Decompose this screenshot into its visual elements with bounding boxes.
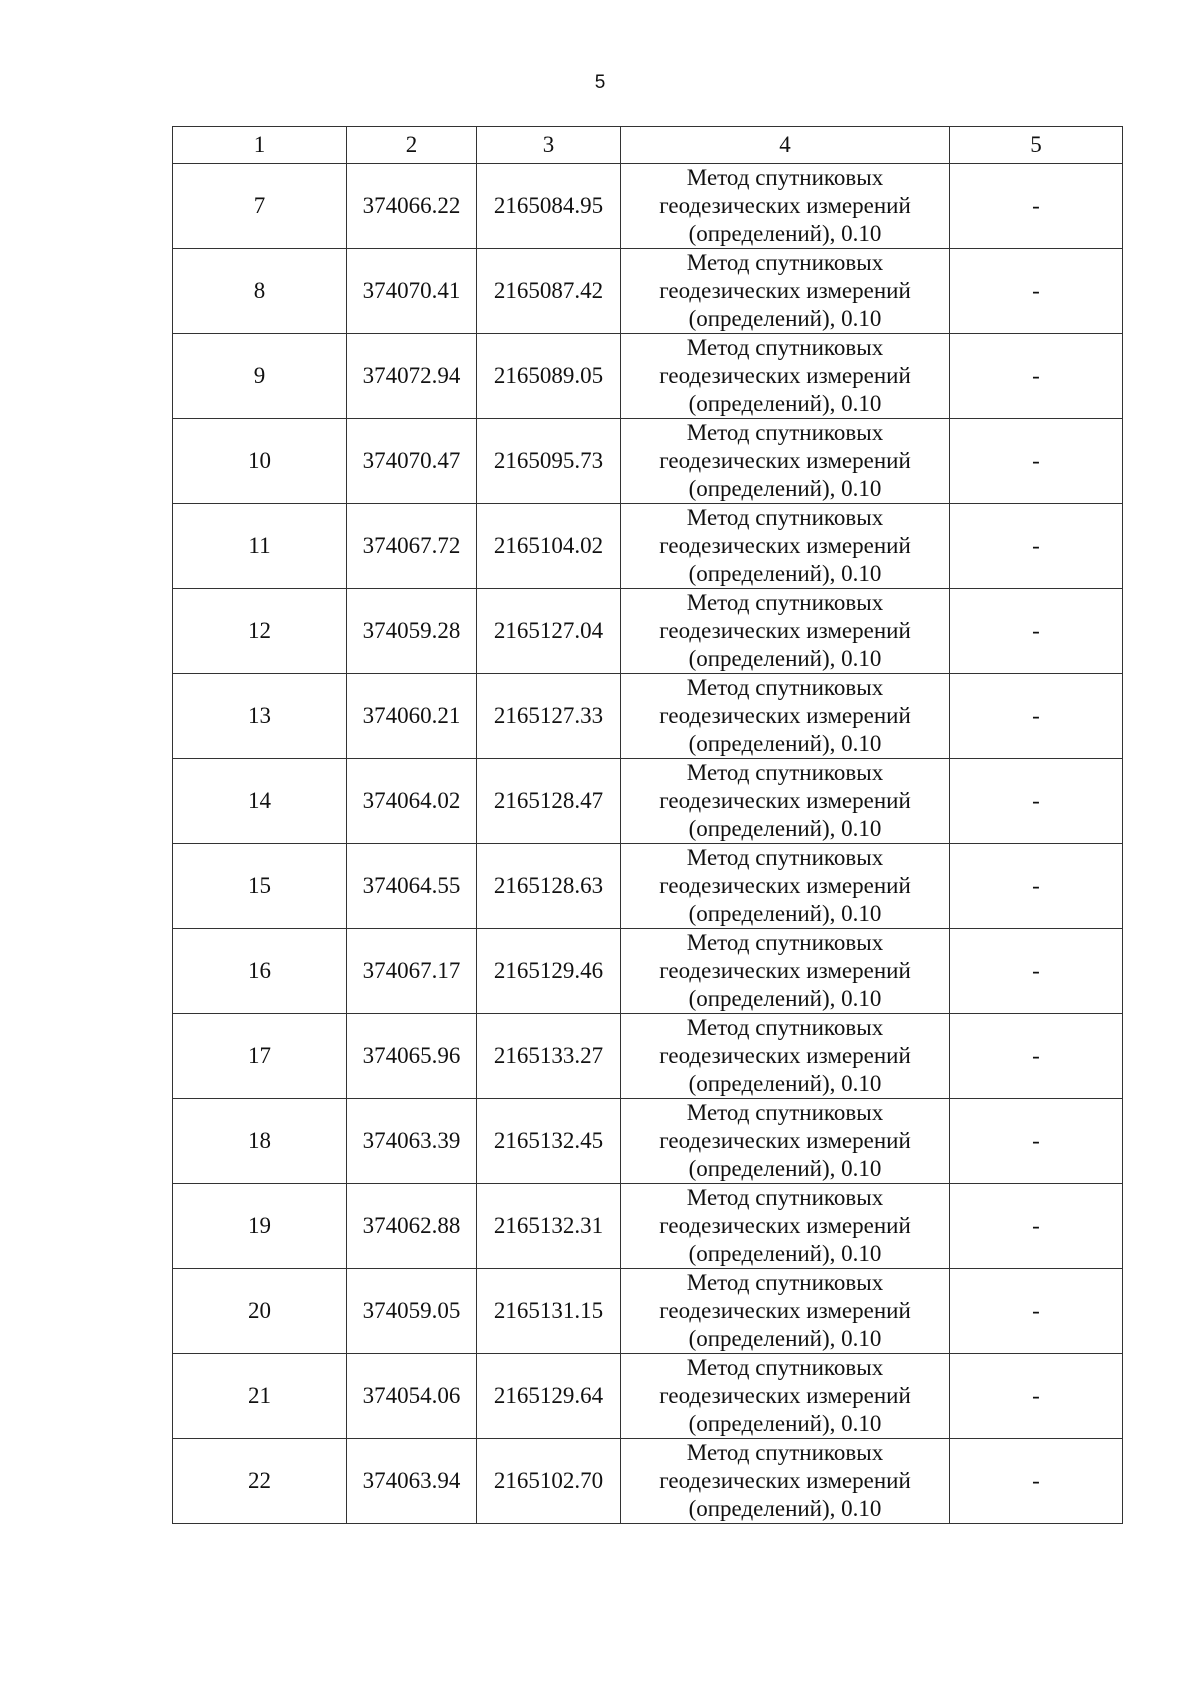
- y-coordinate-cell: 2165132.31: [477, 1184, 621, 1269]
- column-5-cell: -: [950, 1014, 1123, 1099]
- column-5-cell: -: [950, 844, 1123, 929]
- column-header-5: 5: [950, 127, 1123, 164]
- y-coordinate-cell: 2165084.95: [477, 164, 621, 249]
- method-line: (определений), 0.10: [688, 306, 882, 331]
- table-row: [173, 844, 1123, 929]
- method-line: (определений), 0.10: [688, 221, 882, 246]
- table-row: [173, 1269, 1123, 1354]
- x-coordinate-cell: 374065.96: [347, 1014, 477, 1099]
- y-coordinate-cell: 2165129.46: [477, 929, 621, 1014]
- method-cell: [621, 1354, 950, 1439]
- method-line: Метод спутниковых: [686, 1440, 884, 1465]
- method-line: геодезических измерений: [659, 1298, 911, 1323]
- point-number-cell: 18: [173, 1099, 347, 1184]
- method-line: Метод спутниковых: [686, 590, 884, 615]
- x-coordinate-cell: 374060.21: [347, 674, 477, 759]
- page-number: 5: [594, 72, 606, 93]
- method-line: геодезических измерений: [659, 1128, 911, 1153]
- coordinates-table: [172, 126, 1123, 1524]
- y-coordinate-cell: 2165087.42: [477, 249, 621, 334]
- y-coordinate-cell: 2165132.45: [477, 1099, 621, 1184]
- method-cell: [621, 844, 950, 929]
- column-5-cell: -: [950, 1354, 1123, 1439]
- method-line: (определений), 0.10: [688, 476, 882, 501]
- method-line: (определений), 0.10: [688, 1241, 882, 1266]
- column-5-cell: -: [950, 1269, 1123, 1354]
- table-row: [173, 419, 1123, 504]
- x-coordinate-cell: 374063.94: [347, 1439, 477, 1524]
- column-header-2: 2: [347, 127, 477, 164]
- y-coordinate-cell: 2165127.04: [477, 589, 621, 674]
- method-line: Метод спутниковых: [686, 1355, 884, 1380]
- point-number-cell: 11: [173, 504, 347, 589]
- method-cell: [621, 929, 950, 1014]
- y-coordinate-cell: 2165104.02: [477, 504, 621, 589]
- table-row: [173, 1014, 1123, 1099]
- point-number-cell: 19: [173, 1184, 347, 1269]
- method-line: (определений), 0.10: [688, 731, 882, 756]
- x-coordinate-cell: 374066.22: [347, 164, 477, 249]
- x-coordinate-cell: 374067.72: [347, 504, 477, 589]
- method-cell: [621, 334, 950, 419]
- column-5-cell: -: [950, 1439, 1123, 1524]
- point-number-cell: 7: [173, 164, 347, 249]
- y-coordinate-cell: 2165128.47: [477, 759, 621, 844]
- x-coordinate-cell: 374070.47: [347, 419, 477, 504]
- point-number-cell: 20: [173, 1269, 347, 1354]
- method-line: (определений), 0.10: [688, 1071, 882, 1096]
- column-5-cell: -: [950, 929, 1123, 1014]
- method-line: Метод спутниковых: [686, 1270, 884, 1295]
- table-row: [173, 674, 1123, 759]
- method-cell: [621, 249, 950, 334]
- y-coordinate-cell: 2165102.70: [477, 1439, 621, 1524]
- x-coordinate-cell: 374054.06: [347, 1354, 477, 1439]
- method-line: Метод спутниковых: [686, 930, 884, 955]
- point-number-cell: 14: [173, 759, 347, 844]
- method-cell: [621, 1439, 950, 1524]
- point-number-cell: 8: [173, 249, 347, 334]
- x-coordinate-cell: 374064.55: [347, 844, 477, 929]
- method-line: Метод спутниковых: [686, 335, 884, 360]
- method-cell: [621, 419, 950, 504]
- column-header-4: 4: [621, 127, 950, 164]
- table-row: [173, 1099, 1123, 1184]
- x-coordinate-cell: 374064.02: [347, 759, 477, 844]
- table-row: [173, 164, 1123, 249]
- method-line: Метод спутниковых: [686, 675, 884, 700]
- table-header-row: [173, 127, 1123, 164]
- table-row: [173, 1439, 1123, 1524]
- method-line: геодезических измерений: [659, 1043, 911, 1068]
- method-line: (определений), 0.10: [688, 1326, 882, 1351]
- table-row: [173, 504, 1123, 589]
- column-5-cell: -: [950, 164, 1123, 249]
- x-coordinate-cell: 374063.39: [347, 1099, 477, 1184]
- method-line: геодезических измерений: [659, 618, 911, 643]
- method-line: геодезических измерений: [659, 448, 911, 473]
- method-line: геодезических измерений: [659, 363, 911, 388]
- method-cell: [621, 164, 950, 249]
- x-coordinate-cell: 374070.41: [347, 249, 477, 334]
- x-coordinate-cell: 374062.88: [347, 1184, 477, 1269]
- method-line: геодезических измерений: [659, 788, 911, 813]
- method-line: геодезических измерений: [659, 278, 911, 303]
- column-5-cell: -: [950, 419, 1123, 504]
- y-coordinate-cell: 2165131.15: [477, 1269, 621, 1354]
- method-line: геодезических измерений: [659, 1468, 911, 1493]
- column-header-3: 3: [477, 127, 621, 164]
- method-line: (определений), 0.10: [688, 816, 882, 841]
- method-line: Метод спутниковых: [686, 1100, 884, 1125]
- method-line: (определений), 0.10: [688, 391, 882, 416]
- point-number-cell: 9: [173, 334, 347, 419]
- column-5-cell: -: [950, 1184, 1123, 1269]
- method-line: геодезических измерений: [659, 533, 911, 558]
- column-5-cell: -: [950, 674, 1123, 759]
- method-line: Метод спутниковых: [686, 1015, 884, 1040]
- method-line: Метод спутниковых: [686, 1185, 884, 1210]
- method-line: геодезических измерений: [659, 873, 911, 898]
- point-number-cell: 15: [173, 844, 347, 929]
- method-line: геодезических измерений: [659, 703, 911, 728]
- point-number-cell: 13: [173, 674, 347, 759]
- table-row: [173, 1184, 1123, 1269]
- point-number-cell: 17: [173, 1014, 347, 1099]
- method-line: Метод спутниковых: [686, 760, 884, 785]
- column-5-cell: -: [950, 504, 1123, 589]
- method-line: (определений), 0.10: [688, 561, 882, 586]
- method-line: (определений), 0.10: [688, 646, 882, 671]
- y-coordinate-cell: 2165128.63: [477, 844, 621, 929]
- y-coordinate-cell: 2165129.64: [477, 1354, 621, 1439]
- y-coordinate-cell: 2165127.33: [477, 674, 621, 759]
- table-row: [173, 589, 1123, 674]
- method-cell: [621, 504, 950, 589]
- method-line: Метод спутниковых: [686, 505, 884, 530]
- column-5-cell: -: [950, 589, 1123, 674]
- method-cell: [621, 1014, 950, 1099]
- method-line: Метод спутниковых: [686, 845, 884, 870]
- method-cell: [621, 1099, 950, 1184]
- table-row: [173, 249, 1123, 334]
- method-line: Метод спутниковых: [686, 250, 884, 275]
- x-coordinate-cell: 374067.17: [347, 929, 477, 1014]
- point-number-cell: 21: [173, 1354, 347, 1439]
- y-coordinate-cell: 2165089.05: [477, 334, 621, 419]
- column-5-cell: -: [950, 759, 1123, 844]
- method-line: геодезических измерений: [659, 958, 911, 983]
- method-cell: [621, 1269, 950, 1354]
- method-line: (определений), 0.10: [688, 1156, 882, 1181]
- method-line: геодезических измерений: [659, 193, 911, 218]
- point-number-cell: 16: [173, 929, 347, 1014]
- table-row: [173, 334, 1123, 419]
- y-coordinate-cell: 2165095.73: [477, 419, 621, 504]
- method-line: (определений), 0.10: [688, 1496, 882, 1521]
- method-line: Метод спутниковых: [686, 165, 884, 190]
- table-row: [173, 1354, 1123, 1439]
- column-5-cell: -: [950, 334, 1123, 419]
- column-5-cell: -: [950, 249, 1123, 334]
- y-coordinate-cell: 2165133.27: [477, 1014, 621, 1099]
- method-cell: [621, 674, 950, 759]
- column-5-cell: -: [950, 1099, 1123, 1184]
- x-coordinate-cell: 374059.05: [347, 1269, 477, 1354]
- method-line: геодезических измерений: [659, 1383, 911, 1408]
- method-cell: [621, 1184, 950, 1269]
- x-coordinate-cell: 374072.94: [347, 334, 477, 419]
- column-header-1: 1: [173, 127, 347, 164]
- point-number-cell: 22: [173, 1439, 347, 1524]
- method-cell: [621, 589, 950, 674]
- table-row: [173, 759, 1123, 844]
- table-row: [173, 929, 1123, 1014]
- method-line: Метод спутниковых: [686, 420, 884, 445]
- method-cell: [621, 759, 950, 844]
- point-number-cell: 12: [173, 589, 347, 674]
- method-line: (определений), 0.10: [688, 1411, 882, 1436]
- method-line: геодезических измерений: [659, 1213, 911, 1238]
- x-coordinate-cell: 374059.28: [347, 589, 477, 674]
- method-line: (определений), 0.10: [688, 901, 882, 926]
- method-line: (определений), 0.10: [688, 986, 882, 1011]
- point-number-cell: 10: [173, 419, 347, 504]
- table-body: [173, 164, 1123, 1524]
